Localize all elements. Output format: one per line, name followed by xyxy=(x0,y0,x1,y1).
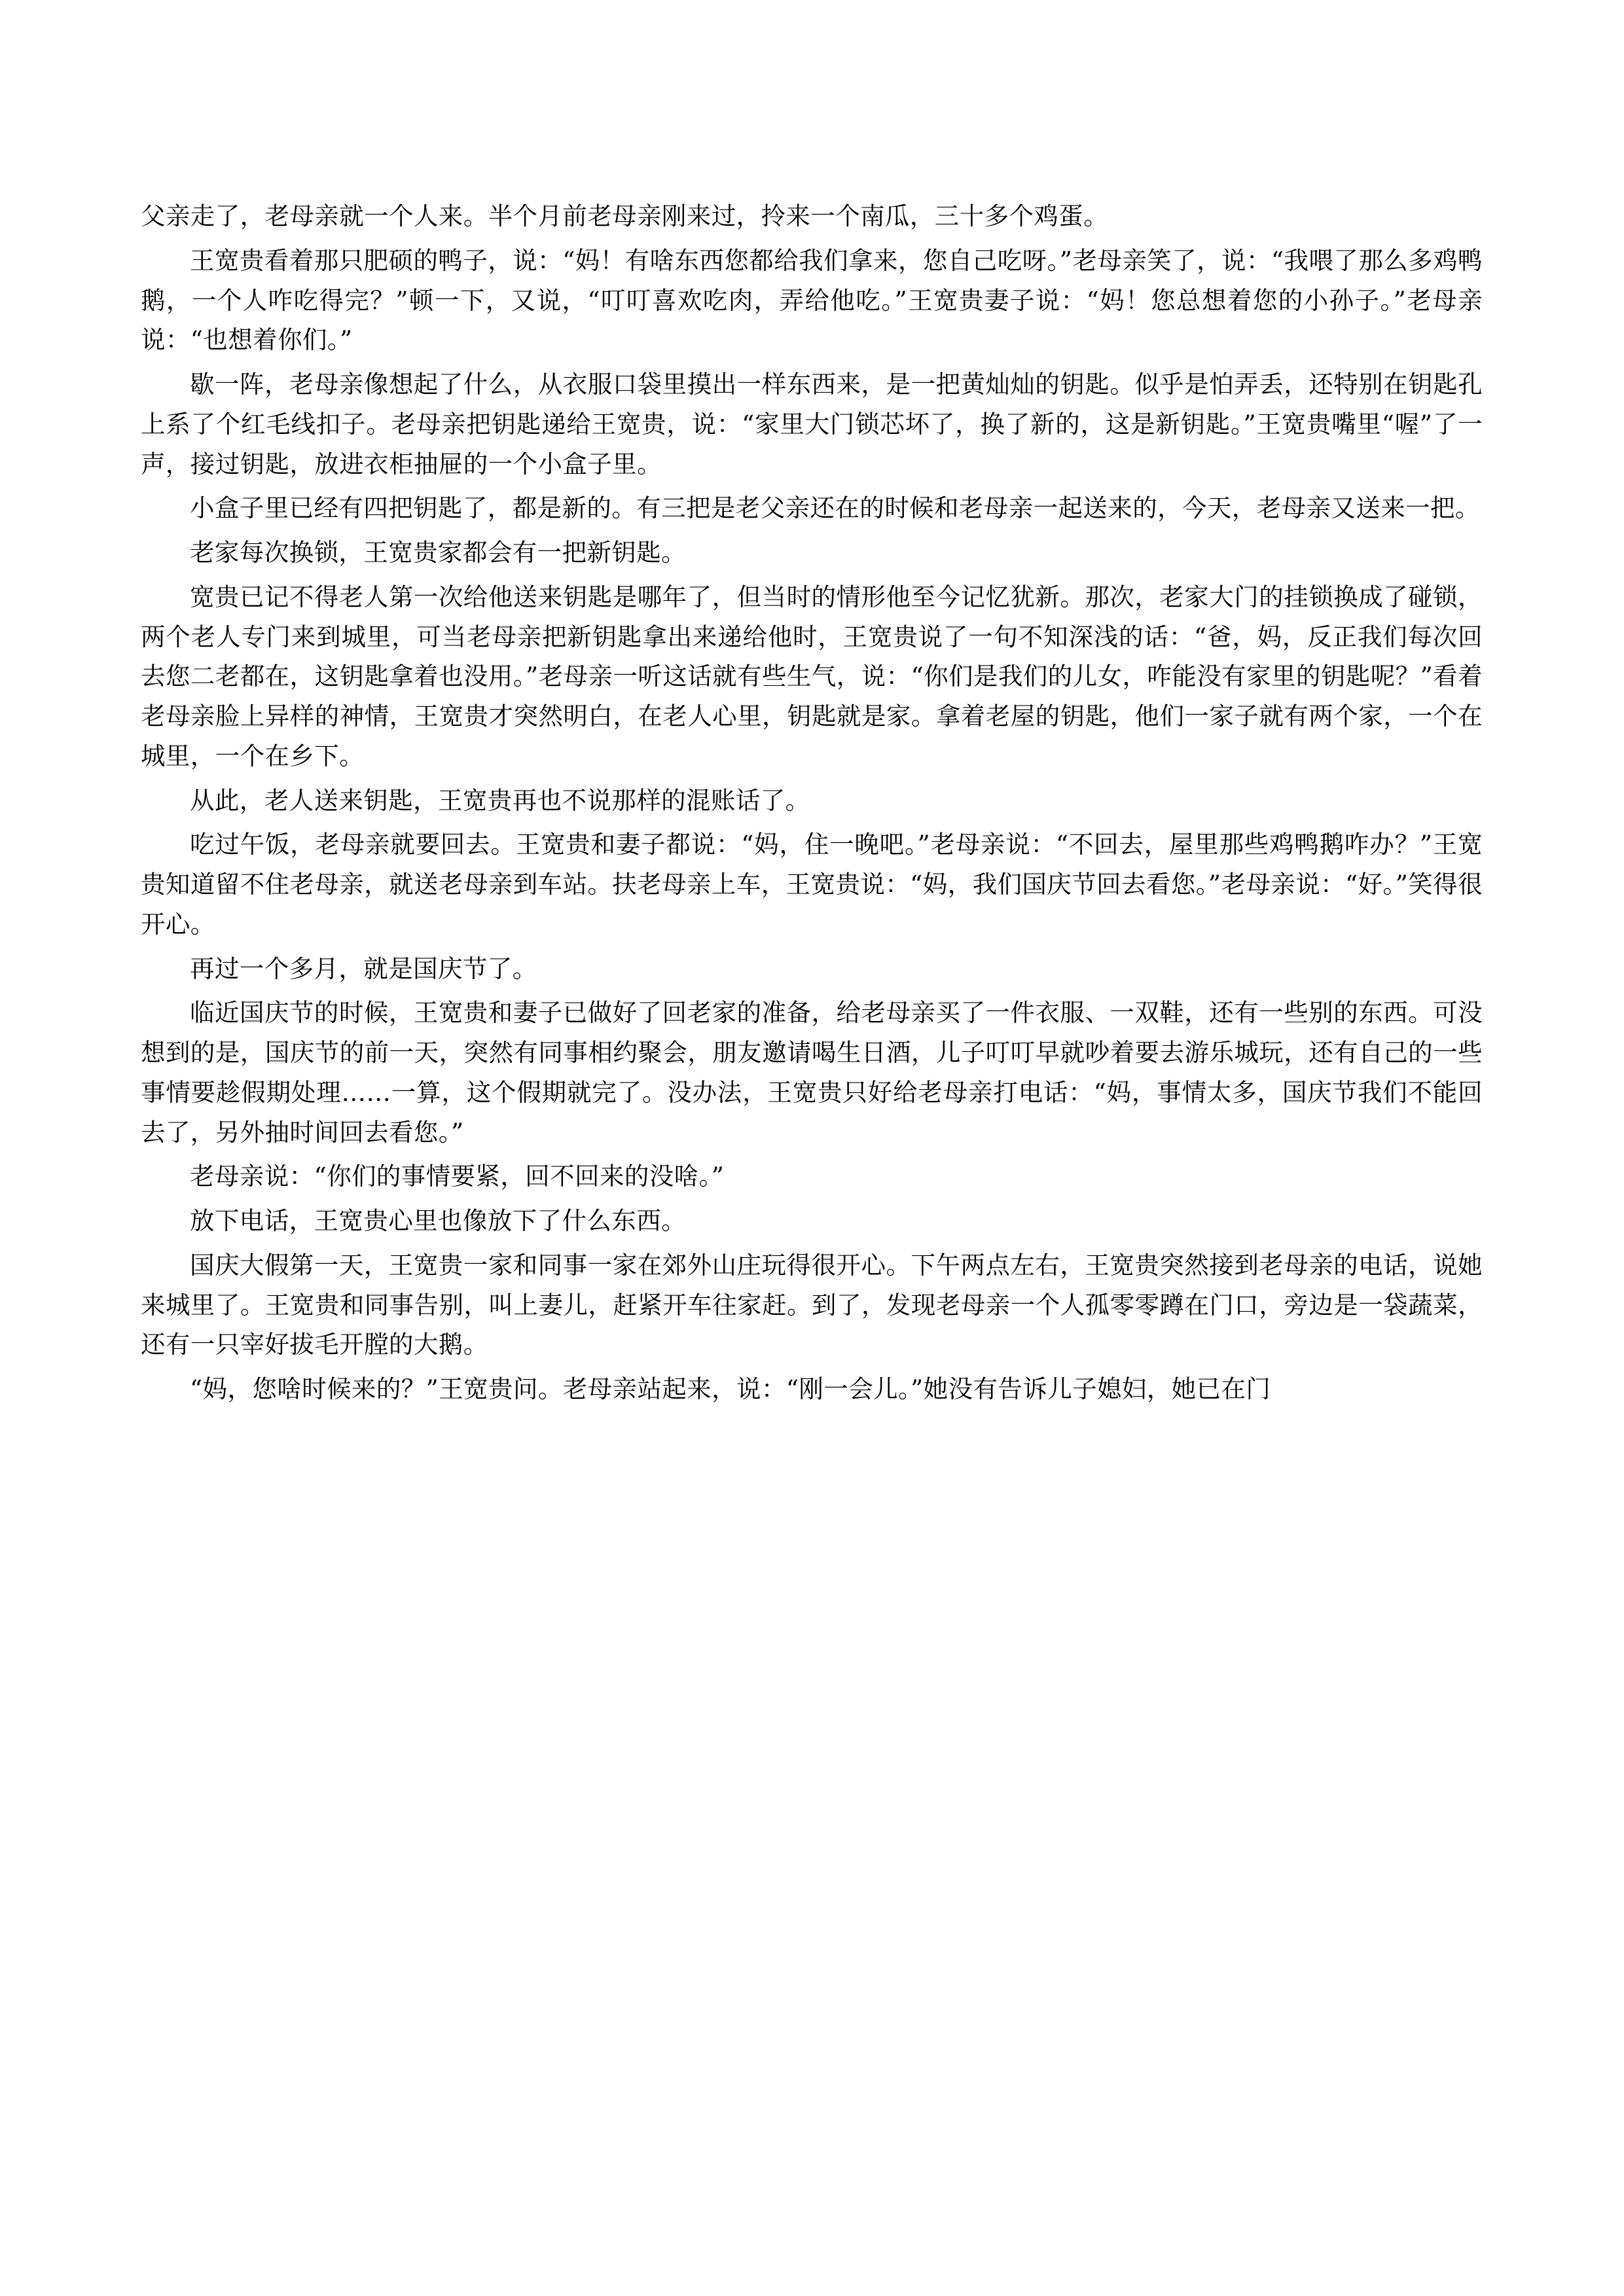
paragraph: 放下电话，王宽贵心里也像放下了什么东西。 xyxy=(190,1206,686,1235)
paragraph: 老家每次换锁，王宽贵家都会有一把新钥匙。 xyxy=(190,538,686,567)
paragraph: 临近国庆节的时候，王宽贵和妻子已做好了回老家的准备，给老母亲买了一件衣服、一双鞋，还有一些别的东西。可没想到的是，国庆节的前一天，突然有同事相约聚会，朋友邀请喝生日酒，儿子叮叮早就吵着要去游乐城玩，还有自己的一些事情要趁假期处理……一算，这个假期就完了。没办法，王宽贵只好给老母亲打电话：“妈，事情太多，国庆节我们不能回去了，另外抽时间回去看您。” xyxy=(141,998,1483,1147)
paragraph: 歇一阵，老母亲像想起了什么，从衣服口袋里摸出一样东西来，是一把黄灿灿的钥匙。似乎是怕弄丢，还特别在钥匙孔上系了个红毛线扣子。老母亲把钥匙递给王宽贵，说：“家里大门锁芯坏了，换了新的，这是新钥匙。”王宽贵嘴里“喔”了一声，接过钥匙，放进衣柜抽屉的一个小盒子里。 xyxy=(141,370,1483,478)
paragraph: 小盒子里已经有四把钥匙了，都是新的。有三把是老父亲还在的时候和老母亲一起送来的，今天，老母亲又送来一把。 xyxy=(190,493,1480,523)
paragraph: 国庆大假第一天，王宽贵一家和同事一家在郊外山庄玩得很开心。下午两点左右，王宽贵突然接到老母亲的电话，说她来城里了。王宽贵和同事告别，叫上妻儿，赶紧开车往家赶。到了，发现老母亲一个人孤零零蹲在门口，旁边是一袋蔬菜，还有一只宰好拔毛开膛的大鹅。 xyxy=(141,1250,1483,1359)
paragraph: 老母亲说：“你们的事情要紧，回不回来的没啥。” xyxy=(190,1162,725,1191)
document-body xyxy=(141,196,1483,1409)
paragraph: 吃过午饭，老母亲就要回去。王宽贵和妻子都说：“妈，住一晚吧。”老母亲说：“不回去，屋里那些鸡鸭鹅咋办？”王宽贵知道留不住老母亲，就送老母亲到车站。扶老母亲上车，王宽贵说：“妈，我们国庆节回去看您。”老母亲说：“好。”笑得很开心。 xyxy=(141,830,1483,939)
paragraph: 王宽贵看着那只肥硕的鸭子，说：“妈！有啥东西您都给我们拿来，您自己吃呀。”老母亲笑了，说：“我喂了那么多鸡鸭鹅，一个人咋吃得完？”顿一下，又说，“叮叮喜欢吃肉，弄给他吃。”王宽贵妻子说：“妈！您总想着您的小孙子。”老母亲说：“也想着你们。” xyxy=(141,245,1483,355)
paragraph: 宽贵已记不得老人第一次给他送来钥匙是哪年了，但当时的情形他至今记忆犹新。那次，老家大门的挂锁换成了碰锁，两个老人专门来到城里，可当老母亲把新钥匙拿出来递给他时，王宽贵说了一句不知深浅的话：“爸，妈，反正我们每次回去您二老都在，这钥匙拿着也没用。”老母亲一听这话就有些生气，说：“你们是我们的儿女，咋能没有家里的钥匙呢？”看着老母亲脸上异样的神情，王宽贵才突然明白，在老人心里，钥匙就是家。拿着老屋的钥匙，他们一家子就有两个家，一个在城里，一个在乡下。 xyxy=(141,582,1483,770)
paragraph: 再过一个多月，就是国庆节了。 xyxy=(190,954,537,983)
paragraph: 父亲走了，老母亲就一个人来。半个月前老母亲刚来过，拎来一个南瓜，三十多个鸡蛋。 xyxy=(141,202,1109,230)
paragraph: 从此，老人送来钥匙，王宽贵再也不说那样的混账话了。 xyxy=(190,785,810,815)
paragraph: “妈，您啥时候来的？”王宽贵问。老母亲站起来，说：“刚一会儿。”她没有告诉儿子媳妇，她已在门 xyxy=(190,1374,1271,1403)
